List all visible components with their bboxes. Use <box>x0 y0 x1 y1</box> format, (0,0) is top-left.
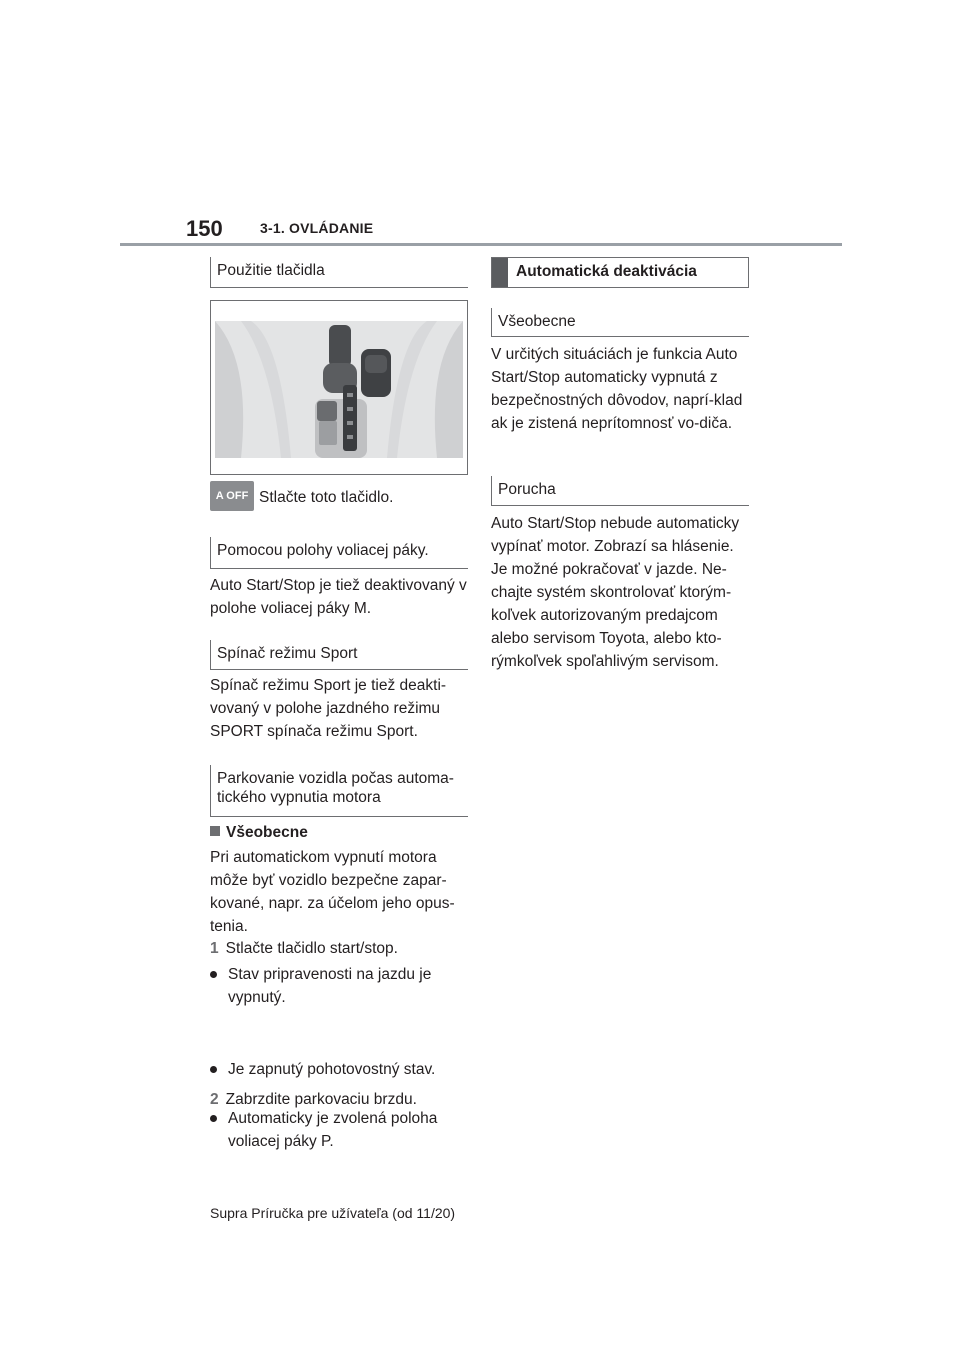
heading-general-left: Všeobecne <box>210 821 468 844</box>
auto-start-stop-off-icon: A OFF <box>210 481 254 511</box>
step-2: 2 Zabrzdite parkovaciu brzdu. <box>210 1091 417 1108</box>
box-fault: Porucha <box>491 476 749 506</box>
box-general-right: Všeobecne <box>491 308 749 337</box>
paragraph-selector-lever: Auto Start/Stop je tiež deaktivovaný v polohe voliacej páky M. <box>210 577 467 617</box>
box-parking: Parkovanie vozidla počas automa-tického vypnutia motora <box>210 765 468 817</box>
paragraph-general-right: V určitých situáciách je funkcia Auto Start/Stop automaticky vypnutá z bezpečnostných dôvodov, naprí-klad ak je zistená neprítomnosť vo-diča. <box>491 346 743 432</box>
square-bullet-icon <box>210 826 220 836</box>
step-number: 2 <box>210 1091 219 1108</box>
bullet-item: Automaticky je zvolená poloha voliacej páky P. <box>210 1107 486 1153</box>
section-bar <box>492 258 508 287</box>
paragraph-general-left: Pri automatickom vypnutí motora môže byť vozidlo bezpečne zapar-kované, napr. za účelom jeho opus-tenia. <box>210 849 455 935</box>
paragraph-sport-switch: Spínač režimu Sport je tiež deakti-vovaný v polohe jazdného režimu SPORT spínača režimu Sport. <box>210 677 447 740</box>
box-usage: Použitie tlačidla <box>210 257 468 288</box>
bullet-item: Stav pripravenosti na jazdu je vypnutý. <box>210 963 486 1009</box>
bullet-item: Je zapnutý pohotovostný stav. <box>210 1058 486 1081</box>
page-number: 150 <box>186 216 223 241</box>
step-number: 1 <box>210 940 219 957</box>
box-auto-deactivation: Automatická deaktivácia <box>491 257 749 288</box>
console-illustration <box>210 300 468 475</box>
step-1: 1 Stlačte tlačidlo start/stop. <box>210 940 398 957</box>
press-button-text: Stlačte toto tlačidlo. <box>259 489 394 506</box>
center-console-image <box>211 301 467 474</box>
header-rule <box>120 243 842 246</box>
box-sport-switch: Spínač režimu Sport <box>210 640 468 670</box>
footer-text: Supra Príručka pre užívateľa (od 11/20) <box>210 1205 456 1221</box>
paragraph-fault: Auto Start/Stop nebude automaticky vypínať motor. Zobrazí sa hlásenie. Je možné pokračovať v jazde. Ne-chajte systém skontrolovať ktorým-koľvek autorizovaným predajcom alebo servisom Toyota, alebo kto-rýmkoľvek spoľahlivým servisom. <box>491 515 740 670</box>
box-selector-lever: Pomocou polohy voliacej páky. <box>210 537 468 569</box>
chapter-title: 3-1. OVLÁDANIE <box>260 220 374 236</box>
